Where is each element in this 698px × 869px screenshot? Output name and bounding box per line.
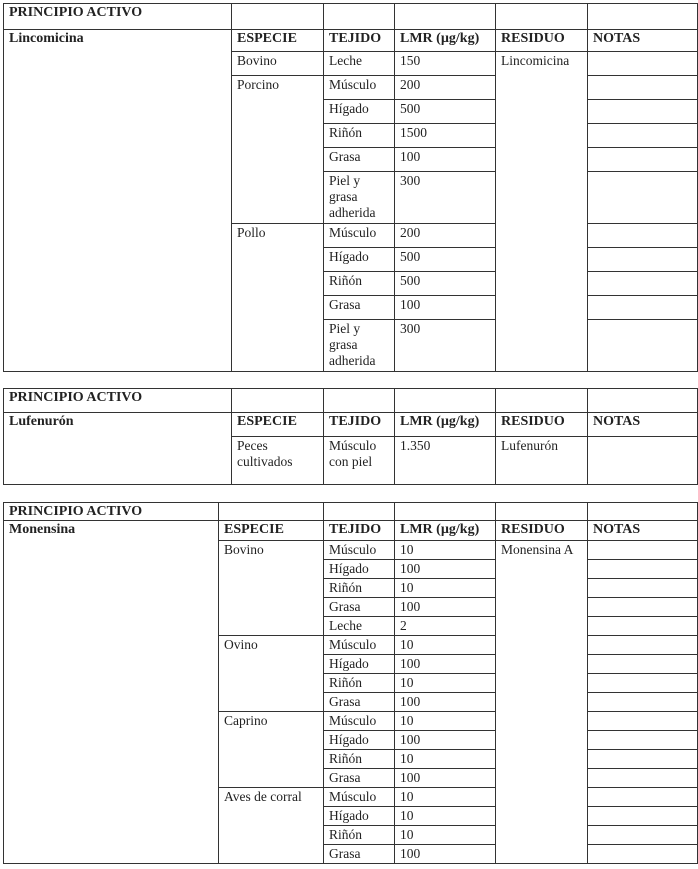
lmr-cell: 2: [395, 617, 496, 636]
lmr-cell: 100: [395, 731, 496, 750]
tissue-cell: Leche: [324, 617, 395, 636]
species-cell: Ovino: [219, 636, 324, 712]
lmr-cell: 10: [395, 712, 496, 731]
species-cell: Porcino: [232, 76, 324, 224]
tissue-cell: Piel y grasa adherida: [324, 320, 395, 372]
species-cell: Caprino: [219, 712, 324, 788]
tissue-cell: Grasa: [324, 693, 395, 712]
lmr-cell: 300: [395, 320, 496, 372]
header-tejido: TEJIDO: [324, 413, 395, 437]
residue-cell: Lincomicina: [496, 52, 588, 372]
substance-name: Monensina: [4, 521, 219, 864]
lmr-cell: 500: [395, 100, 496, 124]
tissue-cell: Riñón: [324, 750, 395, 769]
tissue-cell: Hígado: [324, 807, 395, 826]
lmr-cell: 1.350: [395, 437, 496, 485]
header-notas: NOTAS: [588, 413, 698, 437]
lmr-cell: 100: [395, 598, 496, 617]
species-cell: Peces cultivados: [232, 437, 324, 485]
lmr-cell: 10: [395, 807, 496, 826]
header-notas: NOTAS: [588, 521, 698, 541]
header-especie: ESPECIE: [219, 521, 324, 541]
lmr-cell: 10: [395, 541, 496, 560]
species-cell: Pollo: [232, 224, 324, 372]
header-lmr: LMR (µg/kg): [395, 413, 496, 437]
residue-cell: Lufenurón: [496, 437, 588, 485]
tissue-cell: Hígado: [324, 560, 395, 579]
lmr-cell: 100: [395, 655, 496, 674]
lmr-cell: 100: [395, 693, 496, 712]
tissue-cell: Músculo con piel: [324, 437, 395, 485]
header-principio: PRINCIPIO ACTIVO: [4, 4, 232, 30]
header-principio: PRINCIPIO ACTIVO: [4, 503, 219, 521]
header-residuo: RESIDUO: [496, 30, 588, 52]
substance-name: Lincomicina: [4, 30, 232, 372]
lmr-cell: 200: [395, 76, 496, 100]
header-especie: ESPECIE: [232, 413, 324, 437]
header-lmr: LMR (µg/kg): [395, 521, 496, 541]
lmr-cell: 10: [395, 788, 496, 807]
header-lmr: LMR (µg/kg): [395, 30, 496, 52]
tissue-cell: Grasa: [324, 598, 395, 617]
tissue-cell: Leche: [324, 52, 395, 76]
species-cell: Aves de corral: [219, 788, 324, 864]
lmr-cell: 500: [395, 272, 496, 296]
species-cell: Bovino: [219, 541, 324, 636]
tissue-cell: Riñón: [324, 674, 395, 693]
tissue-cell: Riñón: [324, 272, 395, 296]
tissue-cell: Hígado: [324, 100, 395, 124]
lmr-cell: 10: [395, 750, 496, 769]
tissue-cell: Piel y grasa adherida: [324, 172, 395, 224]
header-notas: NOTAS: [588, 30, 698, 52]
tissue-cell: Grasa: [324, 769, 395, 788]
header-tejido: TEJIDO: [324, 521, 395, 541]
header-residuo: RESIDUO: [496, 521, 588, 541]
tissue-cell: Riñón: [324, 579, 395, 598]
lmr-cell: 150: [395, 52, 496, 76]
table-lufenuron: [3, 388, 698, 485]
tissue-cell: Hígado: [324, 248, 395, 272]
table-lincomicina: [3, 3, 698, 372]
lmr-cell: 100: [395, 560, 496, 579]
lmr-cell: 100: [395, 296, 496, 320]
table-monensina: [3, 502, 698, 864]
lmr-cell: 300: [395, 172, 496, 224]
tissue-cell: Músculo: [324, 788, 395, 807]
residue-cell: Monensina A: [496, 541, 588, 864]
lmr-cell: 10: [395, 826, 496, 845]
tissue-cell: Riñón: [324, 826, 395, 845]
tissue-cell: Músculo: [324, 541, 395, 560]
species-cell: Bovino: [232, 52, 324, 76]
substance-name: Lufenurón: [4, 413, 232, 485]
tissue-cell: Músculo: [324, 224, 395, 248]
header-principio: PRINCIPIO ACTIVO: [4, 389, 232, 413]
header-residuo: RESIDUO: [496, 413, 588, 437]
lmr-cell: 100: [395, 769, 496, 788]
lmr-cell: 500: [395, 248, 496, 272]
tissue-cell: Hígado: [324, 731, 395, 750]
header-tejido: TEJIDO: [324, 30, 395, 52]
tissue-cell: Músculo: [324, 76, 395, 100]
header-especie: ESPECIE: [232, 30, 324, 52]
lmr-cell: 100: [395, 845, 496, 864]
lmr-cell: 1500: [395, 124, 496, 148]
lmr-cell: 10: [395, 579, 496, 598]
tissue-cell: Músculo: [324, 636, 395, 655]
tissue-cell: Grasa: [324, 296, 395, 320]
tissue-cell: Grasa: [324, 845, 395, 864]
lmr-cell: 10: [395, 674, 496, 693]
tissue-cell: Hígado: [324, 655, 395, 674]
tissue-cell: Grasa: [324, 148, 395, 172]
tissue-cell: Músculo: [324, 712, 395, 731]
lmr-cell: 200: [395, 224, 496, 248]
lmr-cell: 10: [395, 636, 496, 655]
lmr-cell: 100: [395, 148, 496, 172]
tissue-cell: Riñón: [324, 124, 395, 148]
